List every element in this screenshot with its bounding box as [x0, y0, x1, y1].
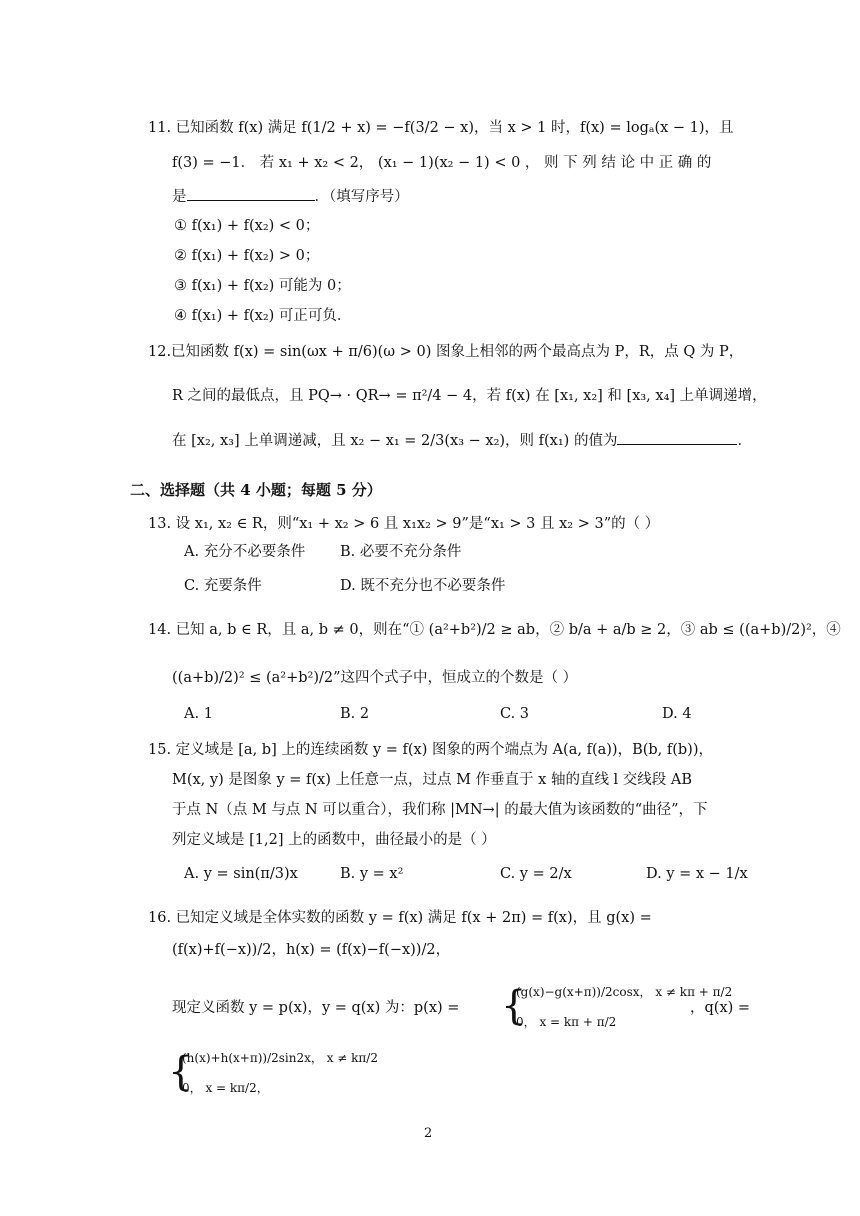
- q11-line2: f(3) = −1． 若 x₁ + x₂ < 2， (x₁ − 1)(x₂ − 1) < 0 ， 则 下 列 结 论 中 正 确 的: [172, 155, 712, 171]
- q15-line2: M(x, y) 是图象 y = f(x) 上任意一点，过点 M 作垂直于 x 轴的直线 l 交线段 AB: [172, 772, 693, 788]
- p-case-2: 0， x = kπ + π/2: [516, 1015, 617, 1029]
- p-brace: {: [501, 983, 527, 1029]
- q11-line3-prefix: 是: [172, 189, 187, 205]
- q13-option-b[interactable]: B. 必要不充分条件: [340, 544, 462, 560]
- q14-option-b[interactable]: B. 2: [340, 706, 370, 722]
- q11-line3: [172, 186, 409, 207]
- q12-answer-blank[interactable]: [617, 430, 737, 445]
- q14-line1: 14. 已知 a, b ∈ R，且 a, b ≠ 0，则在“① (a²+b²)/2 ≥ ab，② b/a + a/b ≥ 2，③ ab ≤ ((a+b)/2)²，④: [148, 622, 841, 638]
- q14-line2: ((a+b)/2)² ≤ (a²+b²)/2”这四个式子中，恒成立的个数是（ ）: [172, 670, 578, 686]
- q11-answer-blank[interactable]: [187, 186, 315, 201]
- q-case-2: 0， x = kπ/2，: [182, 1081, 269, 1095]
- q12-line3-end: ．: [737, 433, 752, 449]
- q11-line3-suffix: ．（填写序号）: [314, 189, 409, 205]
- p-case-1: (g(x)−g(x+π))/2cosx， x ≠ kπ + π/2: [516, 985, 733, 999]
- q15-line3: 于点 N（点 M 与点 N 可以重合），我们称 |MN→| 的最大值为该函数的“曲径”，下: [172, 802, 708, 818]
- q13-stem: 13. 设 x₁, x₂ ∈ R，则“x₁ + x₂ > 6 且 x₁x₂ > 9”是“x₁ > 3 且 x₂ > 3”的（ ）: [148, 516, 660, 532]
- q16-line1: 16. 已知定义域是全体实数的函数 y = f(x) 满足 f(x + 2π) = f(x)，且 g(x) =: [148, 910, 652, 926]
- q16-line2: (f(x)+f(−x))/2，h(x) = (f(x)−f(−x))/2，: [172, 942, 451, 958]
- q11-option-3: ③ f(x₁) + f(x₂) 可能为 0；: [174, 278, 351, 294]
- q11-option-4: ④ f(x₁) + f(x₂) 可正可负．: [174, 308, 352, 324]
- q11-option-1: ① f(x₁) + f(x₂) < 0；: [174, 218, 320, 234]
- q16-line3-tail: ，q(x) =: [690, 1000, 751, 1016]
- q11-option-2: ② f(x₁) + f(x₂) > 0；: [174, 248, 320, 264]
- q14-option-c[interactable]: C. 3: [500, 706, 530, 722]
- q12-line3-text: 在 [x₂, x₃] 上单调递减，且 x₂ − x₁ = 2/3(x₃ − x₂)，则 f(x₁) 的值为: [172, 433, 618, 449]
- q15-line4: 列定义域是 [1,2] 上的函数中，曲径最小的是（ ）: [172, 832, 496, 848]
- q15-line1: 15. 定义域是 [a, b] 上的连续函数 y = f(x) 图象的两个端点为 A(a, f(a))，B(b, f(b))，: [148, 742, 713, 758]
- q12-line2: R 之间的最低点，且 PQ→ · QR→ = π²/4 − 4，若 f(x) 在 [x₁, x₂] 和 [x₃, x₄] 上单调递增，: [172, 388, 767, 404]
- q15-option-c[interactable]: C. y = 2/x: [500, 866, 572, 882]
- q13-option-d[interactable]: D. 既不充分也不必要条件: [340, 578, 506, 594]
- q12-line1: 12.已知函数 f(x) = sin(ωx + π/6)(ω > 0) 图象上相邻的两个最高点为 P，R，点 Q 为 P，: [148, 344, 744, 360]
- q14-option-a[interactable]: A. 1: [184, 706, 213, 722]
- q12-line3: [172, 430, 752, 451]
- q13-option-c[interactable]: C. 充要条件: [184, 578, 262, 594]
- q-case-1: (h(x)+h(x+π))/2sin2x， x ≠ kπ/2: [182, 1051, 378, 1065]
- q15-option-a[interactable]: A. y = sin(π/3)x: [184, 866, 298, 882]
- q14-option-d[interactable]: D. 4: [662, 706, 692, 722]
- q16-line3: 现定义函数 y = p(x)，y = q(x) 为：p(x) =: [172, 1000, 460, 1016]
- q15-option-d[interactable]: D. y = x − 1/x: [646, 866, 748, 882]
- page-number: 2: [424, 1126, 433, 1141]
- q15-option-b[interactable]: B. y = x²: [340, 866, 404, 882]
- section-heading-choice: 二、选择题（共 4 小题；每题 5 分）: [130, 481, 382, 499]
- q11-line1: 11. 已知函数 f(x) 满足 f(1/2 + x) = −f(3/2 − x)，当 x > 1 时，f(x) = logₐ(x − 1)，且: [148, 120, 734, 136]
- q13-option-a[interactable]: A. 充分不必要条件: [184, 544, 306, 560]
- q-brace: {: [168, 1049, 194, 1095]
